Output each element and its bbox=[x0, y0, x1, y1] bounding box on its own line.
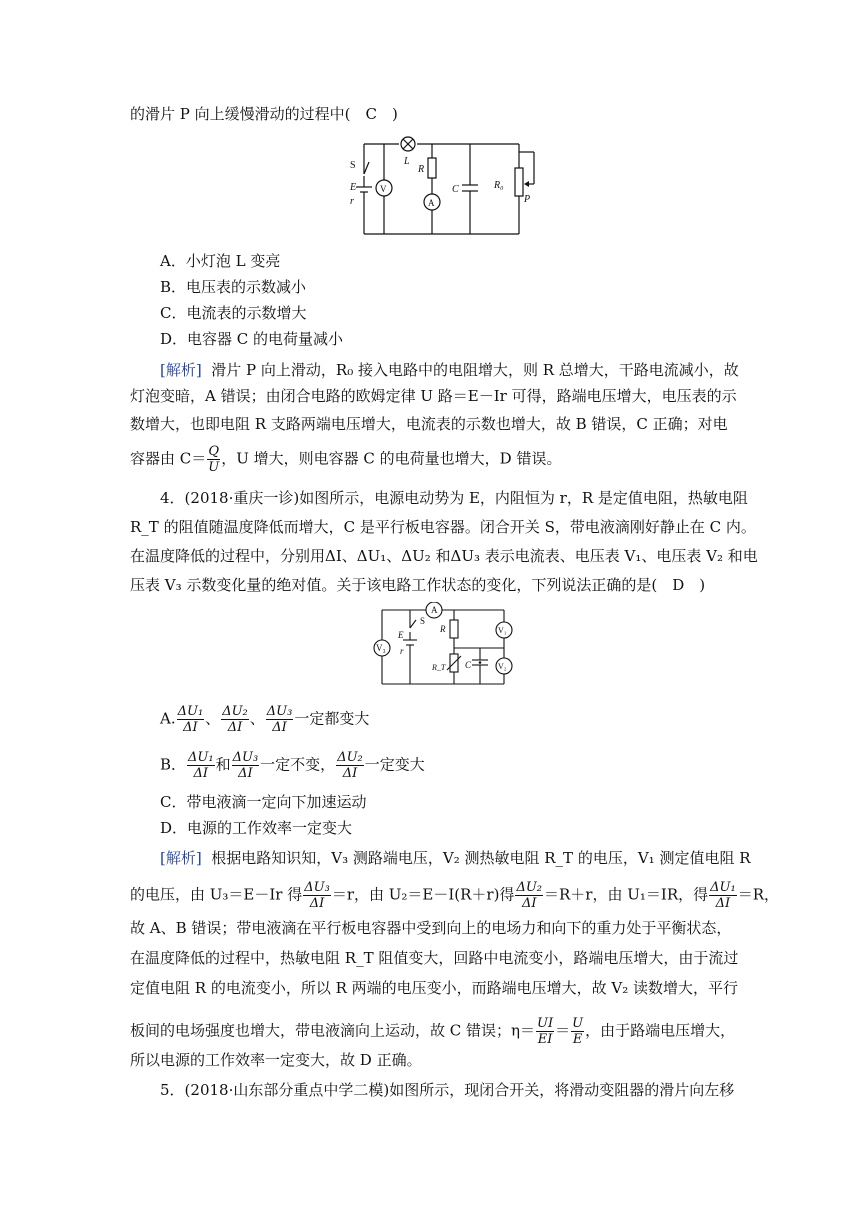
q4-a6-frac2 bbox=[571, 1016, 584, 1047]
frac-num: ΔU₂ bbox=[516, 880, 543, 895]
frac-num: ΔU₃ bbox=[304, 880, 330, 895]
q3-label-r: r bbox=[350, 196, 354, 207]
q4-opt-a-sep2: 、 bbox=[249, 709, 265, 728]
q4-analysis-tag: [解析] bbox=[160, 849, 202, 867]
frac-den: ΔI bbox=[272, 720, 287, 735]
q3-analysis-l4-pre: 容器由 C＝ bbox=[130, 449, 207, 468]
frac-num: ΔU₂ bbox=[337, 750, 363, 765]
frac-den: ΔI bbox=[193, 766, 209, 781]
frac-den: ΔI bbox=[521, 896, 537, 911]
q3-analysis-tag: [解析] bbox=[160, 361, 202, 379]
q4-opt-a-frac1 bbox=[177, 704, 205, 735]
q3-label-P: P bbox=[524, 194, 531, 205]
q4-label-C: C bbox=[465, 660, 472, 670]
q3-fraction-q-over-u bbox=[207, 444, 220, 475]
q3-analysis-line3: 数增大，也即电阻 R 支路两端电压增大，电流表的示数也增大，故 B 错误，C 正确；对电 bbox=[130, 415, 728, 433]
q4-a6-post: ，由于路端电压增大， bbox=[585, 1021, 736, 1040]
q3-analysis-l4-post: ，U 增大，则电容器 C 的电荷量也增大，D 错误。 bbox=[221, 449, 562, 468]
q4-option-c: C．带电液滴一定向下加速运动 bbox=[160, 793, 367, 811]
frac-den: E bbox=[572, 1032, 583, 1047]
q4-analysis-line4: 在温度降低的过程中，热敏电阻 R_T 阻值变大，回路中电流变小，路端电压增大，由于流过 bbox=[130, 949, 739, 967]
q4-option-a bbox=[160, 704, 369, 735]
q5-stem-line1: 5．(2018·山东部分重点中学二模)如图所示，现闭合开关，将滑动变阻器的滑片向左移 bbox=[160, 1081, 735, 1099]
frac-num: ΔU₃ bbox=[232, 750, 259, 765]
q3-analysis-line1 bbox=[160, 360, 739, 380]
frac-num: Q bbox=[208, 444, 220, 459]
q4-opt-b-and: 和 bbox=[215, 755, 231, 774]
frac-num: ΔU₃ bbox=[266, 704, 293, 719]
q3-option-b: B．电压表的示数减小 bbox=[160, 278, 307, 296]
q4-label-r: r bbox=[400, 646, 404, 656]
q4-opt-a-prefix: A. bbox=[160, 709, 176, 728]
frac-num: ΔU₂ bbox=[222, 704, 248, 719]
frac-num: ΔU₁ bbox=[710, 880, 736, 895]
q3-label-E: E bbox=[350, 182, 357, 193]
q4-a6-frac1 bbox=[536, 1016, 554, 1047]
q4-opt-b-frac1 bbox=[187, 750, 215, 781]
q4-label-V1: V₁ bbox=[498, 626, 507, 635]
q3-circuit-diagram bbox=[344, 132, 544, 242]
q4-a2-frac1 bbox=[303, 880, 331, 911]
q4-stem-line2: R_T 的阻值随温度降低而增大，C 是平行板电容器。闭合开关 S，带电液滴刚好静止在 C 内。 bbox=[130, 518, 756, 536]
q4-opt-b-mid: 一定不变， bbox=[260, 755, 336, 774]
q3-analysis-line2: 灯泡变暗，A 错误；由闭合电路的欧姆定律 U 路＝E－Ir 可得，路端电压增大，电压表的示 bbox=[130, 387, 737, 405]
q3-option-d: D．电容器 C 的电荷量减小 bbox=[160, 330, 344, 348]
frac-den: ΔI bbox=[227, 720, 243, 735]
q3-stem-tail: 的滑片 P 向上缓慢滑动的过程中( C ) bbox=[130, 105, 398, 123]
q4-label-E: E bbox=[398, 630, 404, 640]
q4-a2-frac2 bbox=[515, 880, 543, 911]
q4-a2-mid2: ＝R＋r，由 U₁＝IR，得 bbox=[544, 885, 709, 904]
q4-option-d: D．电源的工作效率一定变大 bbox=[160, 819, 353, 837]
q3-option-a: A．小灯泡 L 变亮 bbox=[160, 252, 281, 270]
q3-label-V: V bbox=[380, 184, 387, 194]
q3-label-R0: R₀ bbox=[494, 180, 504, 191]
q3-label-C: C bbox=[452, 184, 459, 195]
frac-den: ΔI bbox=[715, 896, 731, 911]
q4-label-V2: V₂ bbox=[498, 662, 507, 671]
q4-a2-mid1: ＝r，由 U₂＝E－I(R＋r)得 bbox=[331, 885, 515, 904]
q4-opt-b-prefix: B． bbox=[160, 755, 187, 774]
frac-den: ΔI bbox=[309, 896, 325, 911]
q4-analysis-line3: 故 A、B 错误；带电液滴在平行板电容器中受到向上的电场力和向下的重力处于平衡状态， bbox=[130, 919, 732, 937]
frac-den: ΔI bbox=[183, 720, 198, 735]
q4-opt-a-frac2 bbox=[221, 704, 249, 735]
q4-label-R: R bbox=[440, 624, 446, 634]
q4-circuit-diagram bbox=[368, 602, 518, 692]
q4-a6-pre: 板间的电场强度也增大，带电液滴向上运动，故 C 错误；η＝ bbox=[130, 1021, 536, 1040]
q4-label-V3: V₃ bbox=[376, 643, 386, 653]
q3-label-S: S bbox=[350, 160, 356, 171]
q3-analysis-text1: 滑片 P 向上滑动，R₀ 接入电路中的电阻增大，则 R 总增大，干路电流减小，故 bbox=[211, 361, 739, 379]
q4-analysis-line1 bbox=[160, 848, 751, 868]
q4-opt-b-frac3 bbox=[336, 750, 364, 781]
frac-den: ΔI bbox=[342, 766, 358, 781]
frac-den: ΔI bbox=[238, 766, 253, 781]
q4-label-A: A bbox=[431, 605, 438, 615]
q3-label-L: L bbox=[404, 156, 410, 167]
q4-analysis-text1: 根据电路知识知，V₃ 测路端电压，V₂ 测热敏电阻 R_T 的电压，V₁ 测定值电阻 R bbox=[211, 849, 751, 867]
q4-stem-line4: 压表 V₃ 示数变化量的绝对值。关于该电路工作状态的变化，下列说法正确的是( D ) bbox=[130, 576, 706, 594]
frac-num: U bbox=[572, 1016, 584, 1031]
q3-option-c: C．电流表的示数增大 bbox=[160, 304, 307, 322]
q4-opt-a-suffix: 一定都变大 bbox=[294, 709, 370, 728]
frac-num: ΔU₁ bbox=[188, 750, 214, 765]
q4-analysis-line6 bbox=[130, 1016, 735, 1047]
q4-opt-b-frac2 bbox=[232, 750, 260, 781]
q3-analysis-line4 bbox=[130, 444, 561, 475]
q4-analysis-line2 bbox=[130, 880, 779, 911]
q4-a6-eq: ＝ bbox=[555, 1021, 571, 1040]
q4-a2-post: ＝R， bbox=[737, 885, 779, 904]
frac-num: ΔU₁ bbox=[177, 704, 204, 719]
frac-den: U bbox=[208, 460, 220, 475]
q4-analysis-line7: 所以电源的工作效率一定变大，故 D 正确。 bbox=[130, 1051, 422, 1069]
q4-opt-a-frac3 bbox=[266, 704, 294, 735]
q4-a2-pre: 的电压，由 U₃＝E－Ir 得 bbox=[130, 885, 303, 904]
q4-analysis-line5: 定值电阻 R 的电流变小，所以 R 两端的电压变小，而路端电压增大，故 V₂ 读数增大，平行 bbox=[130, 979, 739, 997]
q4-option-b bbox=[160, 750, 425, 781]
q4-label-S: S bbox=[420, 616, 426, 626]
q4-opt-a-sep1: 、 bbox=[205, 709, 221, 728]
q3-label-A: A bbox=[428, 198, 435, 208]
q4-stem-line3: 在温度降低的过程中，分别用ΔI、ΔU₁、ΔU₂ 和ΔU₃ 表示电流表、电压表 V₁、电压表 V₂ 和电 bbox=[130, 547, 758, 565]
q4-opt-b-suffix: 一定变大 bbox=[364, 755, 425, 774]
q4-a2-frac3 bbox=[709, 880, 737, 911]
q4-stem-line1: 4．(2018·重庆一诊)如图所示，电源电动势为 E，内阻恒为 r，R 是定值电阻，热敏电阻 bbox=[160, 489, 748, 507]
q3-label-R: R bbox=[418, 164, 425, 175]
frac-num: UI bbox=[537, 1016, 554, 1031]
frac-den: EI bbox=[537, 1032, 553, 1047]
q4-label-RT: R_T bbox=[432, 663, 446, 672]
